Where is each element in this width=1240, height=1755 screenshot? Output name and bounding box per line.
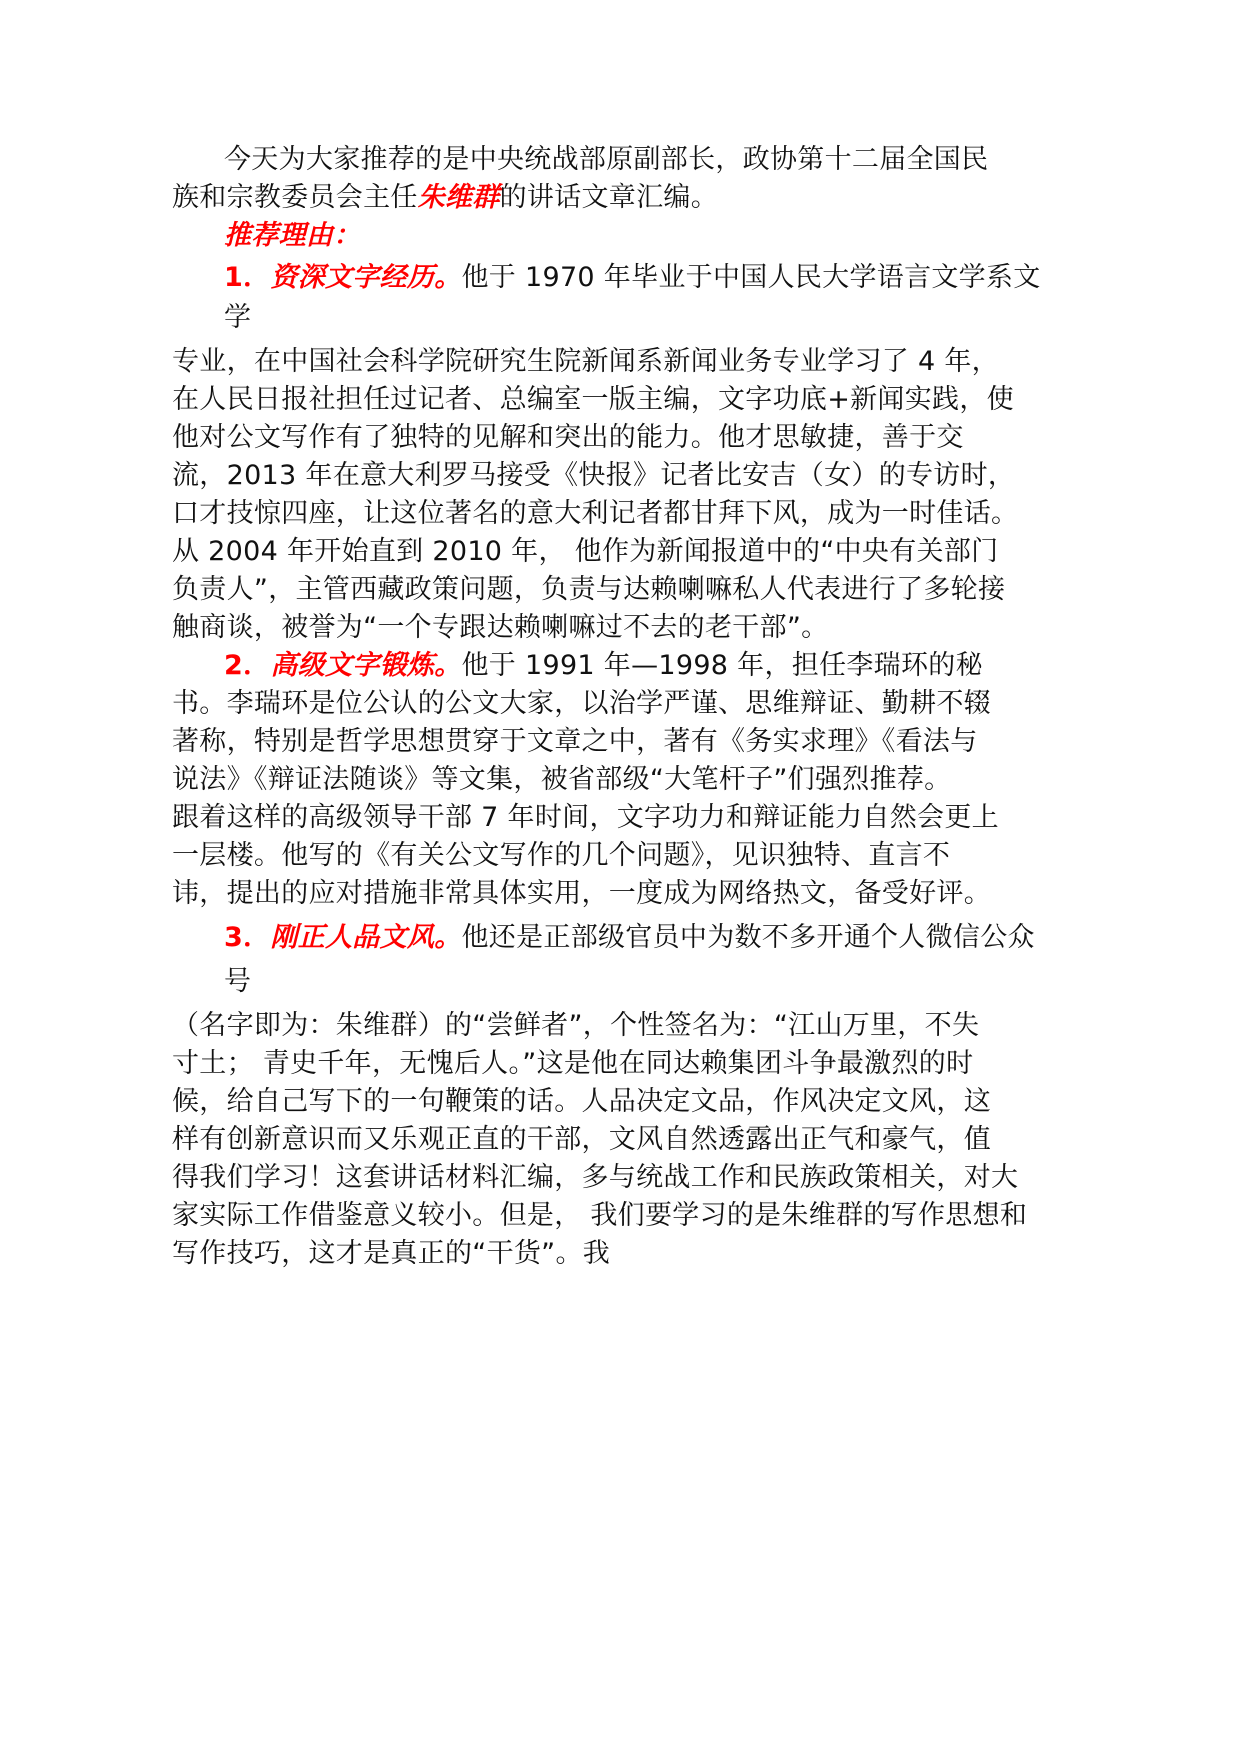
reason-3-body-line: 候，给自己写下的一句鞭策的话。人品决定文品，作风决定文风，这 [172,1086,991,1117]
reason-2-body-line: 说法》《辩证法随谈》等文集，被省部级“大笔杆子”们强烈推荐。 [172,764,952,795]
reason-3-body-line: 家实际工作借鉴意义较小。但是， 我们要学习的是朱维群的写作思想和 [172,1200,1028,1231]
reason-1-body-line: 在人民日报社担任过记者、总编室一版主编，文字功底+新闻实践，使 [172,384,1014,415]
intro-line-1: 今天为大家推荐的是中央统战部原副部长，政协第十二届全国民 [224,144,989,175]
intro-suffix: 的讲话文章汇编。 [499,182,719,213]
reason-3-body-line: 得我们学习！这套讲话材料汇编，多与统战工作和民族政策相关，对大 [172,1162,1019,1193]
reason-3-lead [224,918,1035,958]
reason-1-lead-text: 他于 1970 年毕业于中国人民大学语言文学系文 [461,262,1041,293]
reason-2-title: 高级文字锻炼。 [270,650,462,681]
reason-1-number: 1． [224,262,271,293]
reason-3-body-line: 样有创新意识而又乐观正直的干部，文风自然透露出正气和豪气，值 [172,1124,991,1155]
reason-2-body-line: 书。李瑞环是位公认的公文大家，以治学严谨、思维辩证、勤耕不辍 [172,688,991,719]
reason-2-body-line: 一层楼。他写的《有关公文写作的几个问题》，见识独特、直言不 [172,840,951,871]
reason-2-body-line: 著称，特别是哲学思想贯穿于文章之中，著有《务实求理》《看法与 [172,726,978,757]
reason-1-body-line: 触商谈，被誉为“一个专跟达赖喇嘛过不去的老干部”。 [172,612,829,643]
reason-3-lead-wrap: 号 [224,966,252,997]
reason-1-body-line: 他对公文写作有了独特的见解和突出的能力。他才思敏捷，善于交 [172,422,964,453]
reason-3-title: 刚正人品文风。 [270,922,462,953]
reason-1-title: 资深文字经历。 [270,262,462,293]
reasons-heading: 推荐理由： [224,220,361,251]
reason-2-lead-text: 他于 1991 年—1998 年，担任李瑞环的秘 [461,650,983,681]
reason-3-body-line: 写作技巧，这才是真正的“干货”。我 [172,1238,611,1269]
highlighted-name: 朱维群 [417,182,500,213]
reason-1-body-line: 专业，在中国社会科学院研究生院新闻系新闻业务专业学习了 4 年， [172,346,999,377]
intro-prefix: 族和宗教委员会主任 [172,182,418,213]
reason-1-body-line: 流，2013 年在意大利罗马接受《快报》记者比安吉（女）的专访时， [172,460,1016,491]
reason-1-body-line: 负责人”，主管西藏政策问题，负责与达赖喇嘛私人代表进行了多轮接 [172,574,1006,605]
reason-3-lead-text: 他还是正部级官员中为数不多开通个人微信公众 [461,922,1035,953]
reason-3-body-line: （名字即为：朱维群）的“尝鲜者”，个性签名为：“江山万里，不失 [172,1010,980,1041]
intro-line-2 [172,178,718,218]
reason-1-lead [224,258,1041,298]
reason-1-body-line: 从 2004 年开始直到 2010 年， 他作为新闻报道中的“中央有关部门 [172,536,999,567]
reason-1-body-line: 口才技惊四座，让这位著名的意大利记者都甘拜下风，成为一时佳话。 [172,498,1019,529]
reason-3-body-line: 寸土； 青史千年，无愧后人。”这是他在同达赖集团斗争最激烈的时 [172,1048,974,1079]
reason-3-number: 3． [224,922,271,953]
reason-2-body-line: 讳，提出的应对措施非常具体实用，一度成为网络热文，备受好评。 [172,878,991,909]
reason-1-lead-wrap: 学 [224,302,252,333]
reason-2-lead [224,646,983,686]
reason-2-body-line: 跟着这样的高级领导干部 7 年时间，文字功力和辩证能力自然会更上 [172,802,999,833]
reason-2-number: 2． [224,650,271,681]
